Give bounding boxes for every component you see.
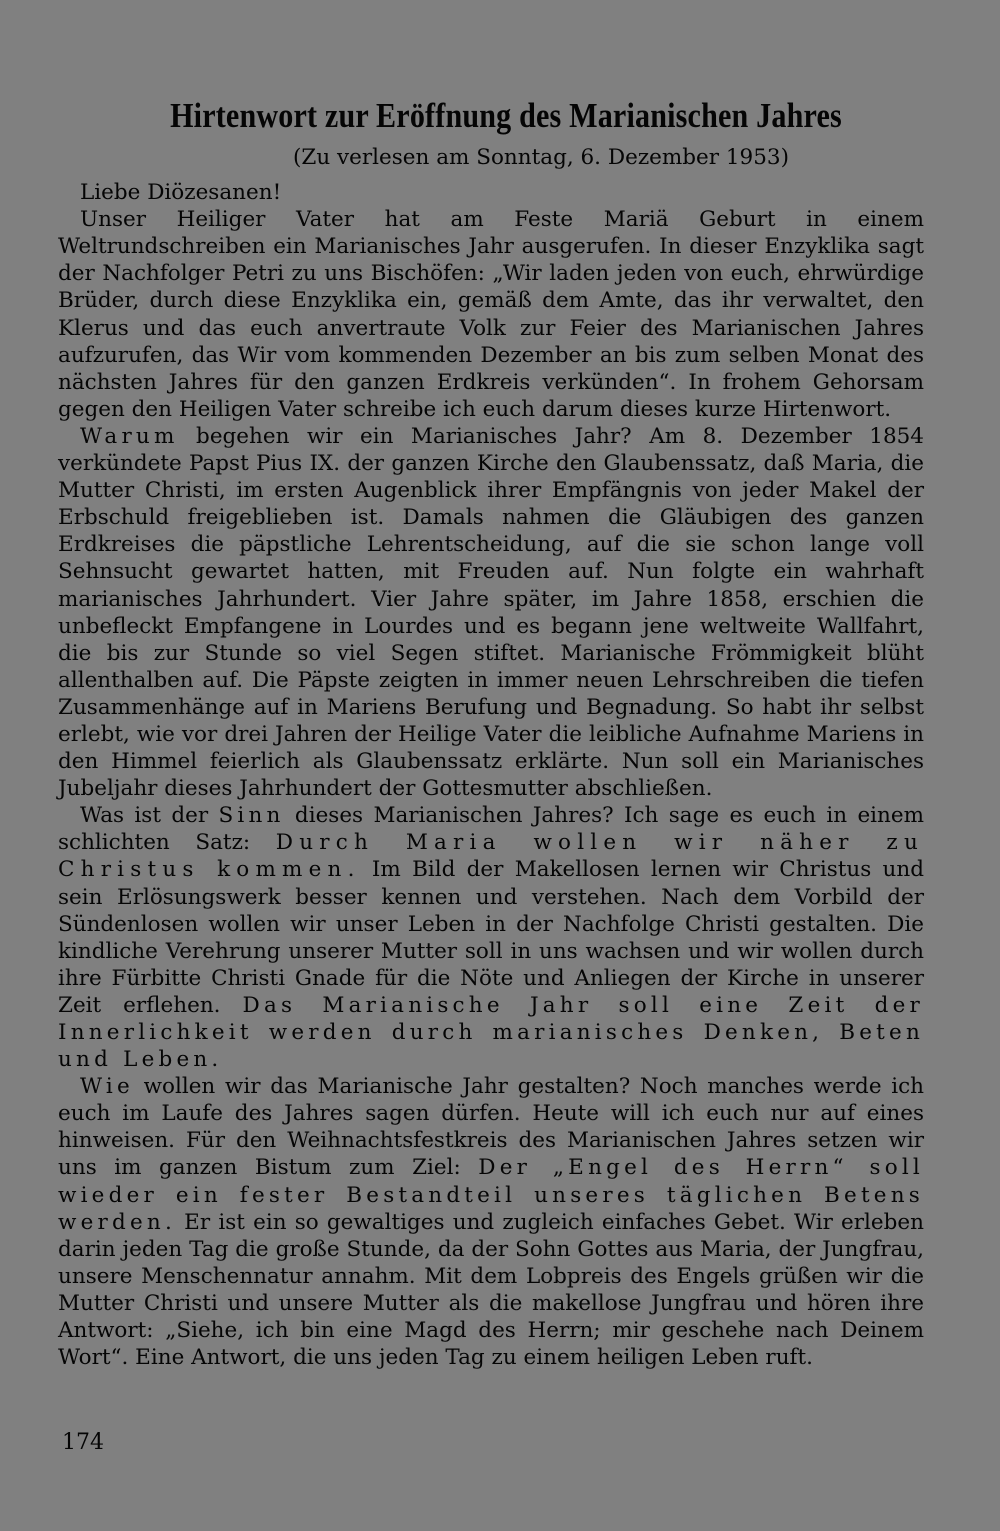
- document-subtitle: (Zu verlesen am Sonntag, 6. Dezember 1953): [293, 145, 789, 170]
- document-title: Hirtenwort zur Eröffnung des Marianischen Jahres: [170, 96, 842, 135]
- paragraph-1: Unser Heiliger Vater hat am Feste Mariä Geburt in einem Weltrundschreiben ein Marianisches Jahr ausgerufen. In dieser Enzyklika sagt der Nachfolger Petri zu uns Bischöfen: „Wir laden jeden von euch, ehrwürdige Brüder, durch diese Enzyklika ein, gemäß dem Amte, das ihr verwaltet, den Klerus und das euch anvertraute Volk zur Feier des Marianischen Jahres aufzurufen, das Wir vom kommenden Dezember an bis zum selben Monat des nächsten Jahres für den ganzen Erdkreis verkünden“. In frohem Gehorsam gegen den Heiligen Vater schreibe ich euch darum dieses kurze Hirtenwort.: [58, 207, 924, 422]
- spaced-emphasis: Warum: [80, 423, 179, 449]
- paragraph-2: [58, 423, 924, 802]
- paragraph-text: dieses Marianischen Jahres? Ich sage es euch in einem schlichten Satz:: [58, 803, 924, 856]
- paragraph-3: [58, 802, 924, 1073]
- paragraph-text: wollen wir das Marianische Jahr gestalten? Noch manches werde ich euch im Laufe des Jahres sagen dürfen. Heute will ich euch nur auf eines hinweisen. Für den Weihnachtsfestkreis des Marianischen Jahres setzen wir uns im ganzen Bistum zum Ziel:: [58, 1074, 924, 1181]
- spaced-emphasis: Durch Maria wollen wir näher zu Christus kommen.: [58, 830, 925, 883]
- salutation: Liebe Diözesanen!: [80, 180, 282, 206]
- page-content: [58, 92, 924, 1371]
- spaced-emphasis: Der „Engel des Herrn“ soll wieder ein fester Bestandteil unseres täglichen Betens werden.: [58, 1155, 924, 1235]
- paragraph-text: Was ist der: [80, 803, 219, 829]
- page-number: 174: [62, 1430, 104, 1455]
- spaced-emphasis: Wie: [80, 1074, 134, 1100]
- paragraph-text: Er ist ein so gewaltiges und zugleich einfaches Gebet. Wir erleben darin jeden Tag die große Stunde, da der Sohn Gottes aus Maria, der Jungfrau, unsere Menschennatur annahm. Mit dem Lobpreis des Engels grüßen wir die Mutter Christi und unsere Mutter als die makellose Jungfrau und hören ihre Antwort: „Siehe, ich bin eine Magd des Herrn; mir geschehe nach Deinem Wort“. Eine Antwort, die uns jeden Tag zu einem heiligen Leben ruft.: [58, 1209, 924, 1371]
- paragraph-text: begehen wir ein Marianisches Jahr? Am 8. Dezember 1854 verkündete Papst Pius IX. der ganzen Kirche den Glaubenssatz, daß Maria, die Mutter Christi, im ersten Augenblick ihrer Empfängnis von jeder Makel der Erbschuld freigeblieben ist. Damals nahmen die Gläubigen des ganzen Erdkreises die päpstliche Lehrentscheidung, auf die sie schon lange voll Sehnsucht gewartet hatten, mit Freuden auf. Nun folgte ein wahrhaft marianisches Jahrhundert. Vier Jahre später, im Jahre 1858, erschien die unbefleckt Empfangene in Lourdes und es begann jene weltweite Wallfahrt, die bis zur Stunde so viel Segen stiftet. Marianische Frömmigkeit blüht allenthalben auf. Die Päpste zeigten in immer neuen Lehrschreiben die tiefen Zusammenhänge auf in Mariens Berufung und Begnadung. So habt ihr selbst erlebt, wie vor drei Jahren der Heilige Vater die leibliche Aufnahme Mariens in den Himmel feierlich als Glaubenssatz erklärte. Nun soll ein Marianisches Jubeljahr dieses Jahrhundert der Gottesmutter abschließen.: [58, 423, 924, 802]
- spaced-emphasis: Sinn: [218, 803, 285, 829]
- paragraph-text: Im Bild der Makellosen lernen wir Christus und sein Erlösungswerk besser kennen und verstehen. Nach dem Vorbild der Sündenlosen wollen wir unser Leben in der Nachfolge Christi gestalten. Die kindliche Verehrung unserer Mutter soll in uns wachsen und wir wollen durch ihre Fürbitte Christi Gnade für die Nöte und Anliegen der Kirche in unserer Zeit erflehen.: [58, 857, 924, 1018]
- spaced-emphasis: Das Marianische Jahr soll eine Zeit der Innerlichkeit werden durch marianisches Denken, Beten und Leben.: [58, 992, 924, 1073]
- paragraph-4: [58, 1073, 924, 1371]
